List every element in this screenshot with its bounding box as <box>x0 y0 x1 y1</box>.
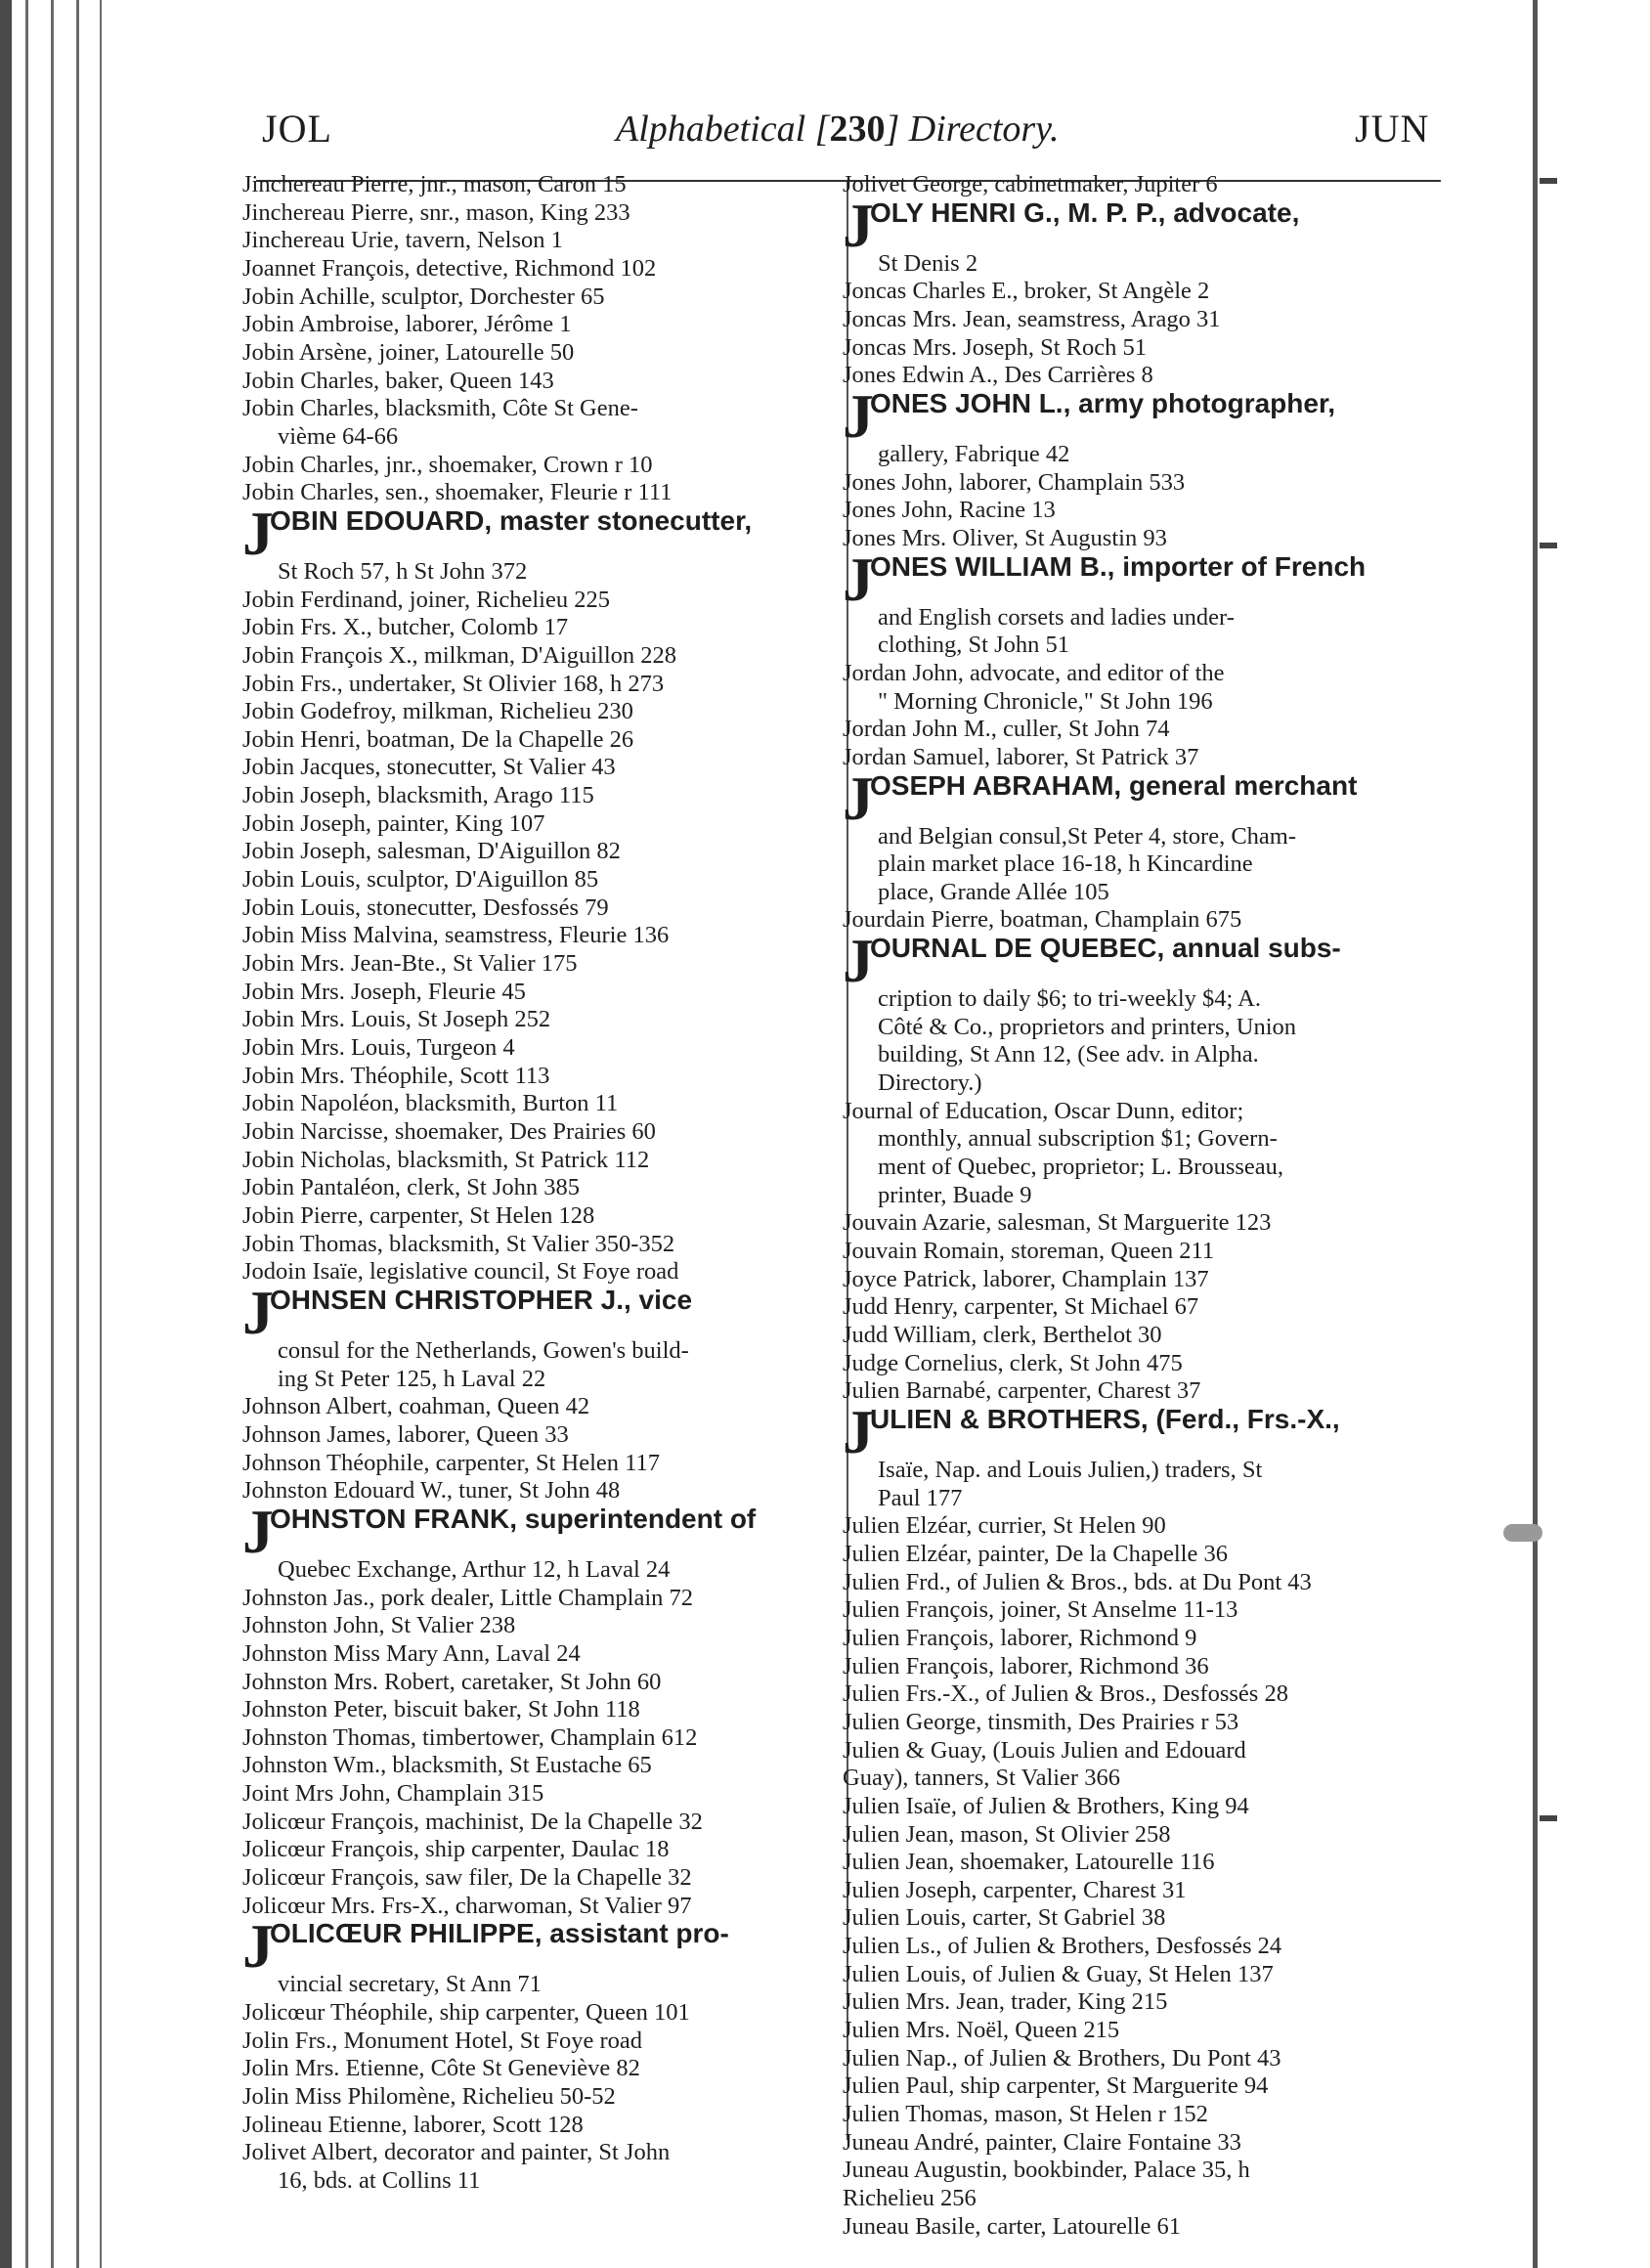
directory-entry: Côté & Co., proprietors and printers, Union <box>878 1013 1297 1040</box>
directory-entry: cription to daily $6; to tri-weekly $4; A. <box>878 985 1261 1013</box>
directory-entry: Johnston Miss Mary Ann, Laval 24 <box>242 1639 581 1667</box>
directory-entry <box>843 190 1439 260</box>
directory-entry: Jobin Jacques, stonecutter, St Valier 43 <box>242 754 616 781</box>
directory-entry: ing St Peter 125, h Laval 22 <box>278 1365 546 1392</box>
binding-mark <box>1540 1815 1557 1821</box>
directory-entry: Juneau Basile, carter, Latourelle 61 <box>843 2212 1181 2240</box>
scan-edge <box>0 0 12 2268</box>
directory-entry: Julien Joseph, carpenter, Charest 31 <box>843 1876 1187 1903</box>
directory-entry: place, Grande Allée 105 <box>878 878 1109 905</box>
directory-entry <box>843 926 1439 996</box>
directory-entry: Juneau Augustin, bookbinder, Palace 35, h <box>843 2157 1250 2184</box>
drop-cap: J <box>242 1277 274 1347</box>
directory-entry: Julien Frd., of Julien & Bros., bds. at Du Pont 43 <box>843 1568 1312 1595</box>
directory-entry: Julien Louis, of Julien & Guay, St Helen 137 <box>843 1960 1274 1987</box>
directory-entry: Guay), tanners, St Valier 366 <box>843 1765 1120 1792</box>
directory-entry: Jolivet George, cabinetmaker, Jupiter 6 <box>843 171 1218 197</box>
directory-entry: Jobin Narcisse, shoemaker, Des Prairies 60 <box>242 1118 656 1145</box>
scan-edge <box>25 0 28 2268</box>
directory-entry: Jobin Mrs. Joseph, Fleurie 45 <box>242 978 526 1005</box>
directory-entry: Jobin Henri, boatman, De la Chapelle 26 <box>242 725 634 753</box>
directory-entry: Julien Paul, ship carpenter, St Marguerite 94 <box>843 2072 1269 2100</box>
directory-entry: Jobin Pierre, carpenter, St Helen 128 <box>242 1201 595 1229</box>
directory-entry: Jouvain Azarie, salesman, St Marguerite 123 <box>843 1209 1272 1237</box>
directory-entry: Jobin Frs. X., butcher, Colomb 17 <box>242 614 569 641</box>
directory-entry: Julien Mrs. Noël, Queen 215 <box>843 2017 1120 2044</box>
directory-entry: Johnston Mrs. Robert, caretaker, St John 60 <box>242 1668 662 1695</box>
directory-entry: Jobin Ambroise, laborer, Jérôme 1 <box>242 311 572 338</box>
drop-cap: J <box>843 763 874 833</box>
directory-entry: Jobin Napoléon, blacksmith, Burton 11 <box>242 1090 619 1117</box>
bold-entry-text: OSEPH ABRAHAM, general merchant <box>870 769 1358 801</box>
bold-entry-text: ONES WILLIAM B., importer of French <box>870 550 1367 582</box>
bold-entry-text: OHNSTON FRANK, superintendent of <box>270 1503 757 1534</box>
directory-entry: Julien Elzéar, painter, De la Chapelle 36 <box>843 1540 1228 1567</box>
drop-cap: J <box>242 1496 274 1566</box>
drop-cap: J <box>843 544 874 614</box>
directory-entry: vième 64-66 <box>278 422 399 450</box>
directory-entry: Julien George, tinsmith, Des Prairies r 53 <box>843 1708 1239 1735</box>
directory-entry: Johnston Jas., pork dealer, Little Champlain 72 <box>242 1584 694 1611</box>
directory-entry: Jolicœur François, saw filer, De la Chapelle 32 <box>242 1864 692 1892</box>
directory-entry: Julien Thomas, mason, St Helen r 152 <box>843 2101 1208 2128</box>
directory-entry: Richelieu 256 <box>843 2185 977 2212</box>
directory-entry: ment of Quebec, proprietor; L. Brousseau, <box>878 1154 1284 1181</box>
directory-entry: Julien Barnabé, carpenter, Charest 37 <box>843 1377 1201 1405</box>
directory-entry: Jolivet Albert, decorator and painter, St John <box>242 2139 671 2166</box>
directory-entry: Jinchereau Pierre, jnr., mason, Caron 15 <box>242 171 627 197</box>
running-head-left: JOL <box>262 107 332 151</box>
directory-entry: Jolicœur Théophile, ship carpenter, Queen 101 <box>242 1999 690 2027</box>
directory-entry: printer, Buade 9 <box>878 1181 1032 1208</box>
directory-entry: Julien Louis, carter, St Gabriel 38 <box>843 1904 1166 1932</box>
directory-entry <box>843 763 1439 833</box>
directory-entry: Jordan John M., culler, St John 74 <box>843 716 1170 743</box>
directory-entry: Julien & Guay, (Louis Julien and Edouard <box>843 1736 1246 1764</box>
directory-entry: Jobin Mrs. Louis, St Joseph 252 <box>242 1006 551 1033</box>
directory-entry: Jobin Louis, stonecutter, Desfossés 79 <box>242 894 609 921</box>
directory-entry: vincial secretary, St Ann 71 <box>278 1971 542 1998</box>
directory-entry <box>242 1911 841 1982</box>
directory-entry: Jouvain Romain, storeman, Queen 211 <box>843 1238 1215 1265</box>
directory-entry: Julien Nap., of Julien & Brothers, Du Pont 43 <box>843 2044 1281 2072</box>
directory-entry <box>843 544 1439 614</box>
directory-entry: Johnston Peter, biscuit baker, St John 118 <box>242 1696 640 1723</box>
directory-entry: Jordan John, advocate, and editor of the <box>843 659 1225 686</box>
directory-entry: Jobin Frs., undertaker, St Olivier 168, h 273 <box>242 670 665 697</box>
directory-entry: Johnson Albert, coahman, Queen 42 <box>242 1393 590 1420</box>
directory-entry: " Morning Chronicle," St John 196 <box>878 687 1213 715</box>
running-head-title: Alphabetical [230] Directory. <box>616 109 1060 150</box>
directory-entry: Johnston Wm., blacksmith, St Eustache 65 <box>242 1752 652 1779</box>
directory-entry: Joannet François, detective, Richmond 102 <box>242 254 657 282</box>
directory-entry: Johnston John, St Valier 238 <box>242 1612 516 1639</box>
directory-entry: gallery, Fabrique 42 <box>878 440 1070 467</box>
directory-entry <box>242 498 841 568</box>
directory-entry: Jobin Joseph, salesman, D'Aiguillon 82 <box>242 838 621 865</box>
bold-entry-text: OHNSEN CHRISTOPHER J., vice <box>270 1284 693 1315</box>
directory-entry: Joint Mrs John, Champlain 315 <box>242 1780 544 1808</box>
scan-edge <box>51 0 54 2268</box>
directory-entry: Paul 177 <box>878 1484 963 1511</box>
drop-cap: J <box>843 926 874 996</box>
directory-entry: Jobin Pantaléon, clerk, St John 385 <box>242 1174 581 1201</box>
directory-entry: Jobin Mrs. Théophile, Scott 113 <box>242 1062 550 1089</box>
directory-entry: Julien Frs.-X., of Julien & Bros., Desfossés 28 <box>843 1680 1288 1708</box>
directory-entry: Jodoin Isaïe, legislative council, St Foye road <box>242 1258 679 1286</box>
directory-entry: Julien Jean, shoemaker, Latourelle 116 <box>843 1849 1215 1876</box>
directory-entry: Judd William, clerk, Berthelot 30 <box>843 1322 1162 1348</box>
directory-entry: Jolineau Etienne, laborer, Scott 128 <box>242 2111 584 2138</box>
directory-entry: Quebec Exchange, Arthur 12, h Laval 24 <box>278 1555 671 1583</box>
directory-entry: Jobin Charles, blacksmith, Côte St Gene- <box>242 395 638 422</box>
directory-entry: 16, bds. at Collins 11 <box>278 2167 481 2194</box>
directory-entry: Johnson Théophile, carpenter, St Helen 117 <box>242 1449 660 1476</box>
binding-edge <box>1533 0 1538 2268</box>
directory-entry: Jobin Louis, sculptor, D'Aiguillon 85 <box>242 866 599 894</box>
directory-entry: Johnson James, laborer, Queen 33 <box>242 1420 569 1448</box>
directory-entry: Jones John, laborer, Champlain 533 <box>843 468 1186 496</box>
directory-entry <box>242 1496 841 1566</box>
directory-entry: Julien François, joiner, St Anselme 11-13 <box>843 1596 1238 1624</box>
directory-entry: Jolin Miss Philomène, Richelieu 50-52 <box>242 2083 616 2111</box>
directory-entry: Journal of Education, Oscar Dunn, editor; <box>843 1097 1244 1124</box>
directory-entry: Jordan Samuel, laborer, St Patrick 37 <box>843 743 1199 770</box>
directory-entry: plain market place 16-18, h Kincardine <box>878 850 1253 878</box>
directory-entry: St Roch 57, h St John 372 <box>278 557 528 585</box>
directory-entry: Jones John, Racine 13 <box>843 497 1056 524</box>
directory-entry: Jobin Ferdinand, joiner, Richelieu 225 <box>242 586 610 613</box>
binding-mark <box>1540 178 1557 184</box>
directory-entry: Julien Ls., of Julien & Brothers, Desfossés 24 <box>843 1933 1282 1960</box>
bold-entry-text: ONES JOHN L., army photographer, <box>870 387 1336 418</box>
scan-edge <box>100 0 102 2268</box>
directory-entry: Julien François, laborer, Richmond 9 <box>843 1624 1197 1651</box>
directory-entry: Judge Cornelius, clerk, St John 475 <box>843 1349 1183 1376</box>
directory-entry: Jobin François X., milkman, D'Aiguillon 228 <box>242 641 677 669</box>
bold-entry-text: ULIEN & BROTHERS, (Ferd., Frs.-X., <box>870 1403 1340 1434</box>
directory-entry: Jinchereau Pierre, snr., mason, King 233 <box>242 198 630 226</box>
directory-entry: Jobin Charles, jnr., shoemaker, Crown r 10 <box>242 451 653 478</box>
directory-entry: Jinchereau Urie, tavern, Nelson 1 <box>242 227 563 254</box>
directory-entry: Jobin Charles, baker, Queen 143 <box>242 367 554 394</box>
directory-entry: building, St Ann 12, (See adv. in Alpha. <box>878 1041 1259 1069</box>
directory-entry: Jobin Mrs. Jean-Bte., St Valier 175 <box>242 950 578 978</box>
directory-entry: Julien Isaïe, of Julien & Brothers, King 94 <box>843 1792 1249 1819</box>
directory-entry: Jones Edwin A., Des Carrières 8 <box>843 362 1153 389</box>
directory-entry: Jobin Achille, sculptor, Dorchester 65 <box>242 283 605 310</box>
directory-entry: Jolicœur Mrs. Frs-X., charwoman, St Valier 97 <box>242 1892 692 1919</box>
directory-entry: Julien François, laborer, Richmond 36 <box>843 1652 1209 1679</box>
directory-entry <box>843 1396 1439 1466</box>
binding-staple <box>1503 1524 1542 1542</box>
directory-entry: clothing, St John 51 <box>878 632 1070 659</box>
directory-entry: Julien Jean, mason, St Olivier 258 <box>843 1820 1171 1848</box>
directory-entry: Judd Henry, carpenter, St Michael 67 <box>843 1293 1199 1321</box>
drop-cap: J <box>242 1911 274 1982</box>
bold-entry-text: OBIN EDOUARD, master stonecutter, <box>270 504 753 536</box>
directory-entry: Jolicœur François, machinist, De la Chapelle 32 <box>242 1808 703 1835</box>
directory-entry: Joncas Charles E., broker, St Angèle 2 <box>843 278 1210 305</box>
directory-entry: Joncas Mrs. Joseph, St Roch 51 <box>843 333 1148 361</box>
directory-entry: Julien Mrs. Jean, trader, King 215 <box>843 1988 1168 2016</box>
scan-edge <box>76 0 79 2268</box>
directory-entry: Jolicœur François, ship carpenter, Daulac 18 <box>242 1836 670 1863</box>
directory-entry: Jobin Joseph, painter, King 107 <box>242 809 545 837</box>
right-column <box>843 171 1439 2241</box>
directory-entry: and English corsets and ladies under- <box>878 603 1235 631</box>
bold-entry-text: OLY HENRI G., M. P. P., advocate, <box>870 196 1300 228</box>
directory-entry: Jobin Miss Malvina, seamstress, Fleurie 136 <box>242 922 670 949</box>
directory-entry: Directory.) <box>878 1069 982 1097</box>
directory-entry: Jones Mrs. Oliver, St Augustin 93 <box>843 524 1167 551</box>
directory-entry: Jobin Godefroy, milkman, Richelieu 230 <box>242 698 633 725</box>
drop-cap: J <box>843 380 874 451</box>
directory-entry: Isaïe, Nap. and Louis Julien,) traders, St <box>878 1456 1263 1483</box>
drop-cap: J <box>843 1396 874 1466</box>
directory-entry: Johnston Thomas, timbertower, Champlain 612 <box>242 1723 698 1751</box>
directory-entry: Jobin Nicholas, blacksmith, St Patrick 112 <box>242 1146 650 1173</box>
directory-entry: Jolin Mrs. Etienne, Côte St Geneviève 82 <box>242 2055 640 2082</box>
directory-entry: Juneau André, painter, Claire Fontaine 33 <box>843 2128 1241 2156</box>
drop-cap: J <box>242 498 274 568</box>
bold-entry-text: OURNAL DE QUEBEC, annual subs- <box>870 933 1341 964</box>
running-head-right: JUN <box>1355 107 1430 151</box>
directory-entry: Julien Elzéar, currier, St Helen 90 <box>843 1512 1166 1540</box>
directory-entry: Joyce Patrick, laborer, Champlain 137 <box>843 1265 1209 1292</box>
directory-entry <box>242 1277 841 1347</box>
directory-entry: monthly, annual subscription $1; Govern- <box>878 1125 1278 1153</box>
directory-entry: Jobin Arsène, joiner, Latourelle 50 <box>242 338 575 366</box>
drop-cap: J <box>843 190 874 260</box>
directory-entry: and Belgian consul,St Peter 4, store, Cham- <box>878 822 1296 850</box>
directory-entry: Joncas Mrs. Jean, seamstress, Arago 31 <box>843 305 1221 332</box>
directory-entry: Jolin Frs., Monument Hotel, St Foye road <box>242 2027 643 2054</box>
directory-entry: Jourdain Pierre, boatman, Champlain 675 <box>843 906 1242 934</box>
directory-entry: Jobin Mrs. Louis, Turgeon 4 <box>242 1034 515 1062</box>
directory-entry: Jobin Joseph, blacksmith, Arago 115 <box>242 782 594 809</box>
directory-entry: consul for the Netherlands, Gowen's build- <box>278 1336 689 1364</box>
directory-entry: Jobin Charles, sen., shoemaker, Fleurie r 111 <box>242 479 673 506</box>
directory-entry: Johnston Edouard W., tuner, St John 48 <box>242 1477 621 1505</box>
bold-entry-text: OLICŒUR PHILIPPE, assistant pro- <box>270 1918 729 1949</box>
directory-entry: Jobin Thomas, blacksmith, St Valier 350-352 <box>242 1230 675 1257</box>
directory-entry <box>843 380 1439 451</box>
left-column <box>242 171 841 2196</box>
binding-mark <box>1540 543 1557 548</box>
directory-entry: St Denis 2 <box>878 249 978 277</box>
